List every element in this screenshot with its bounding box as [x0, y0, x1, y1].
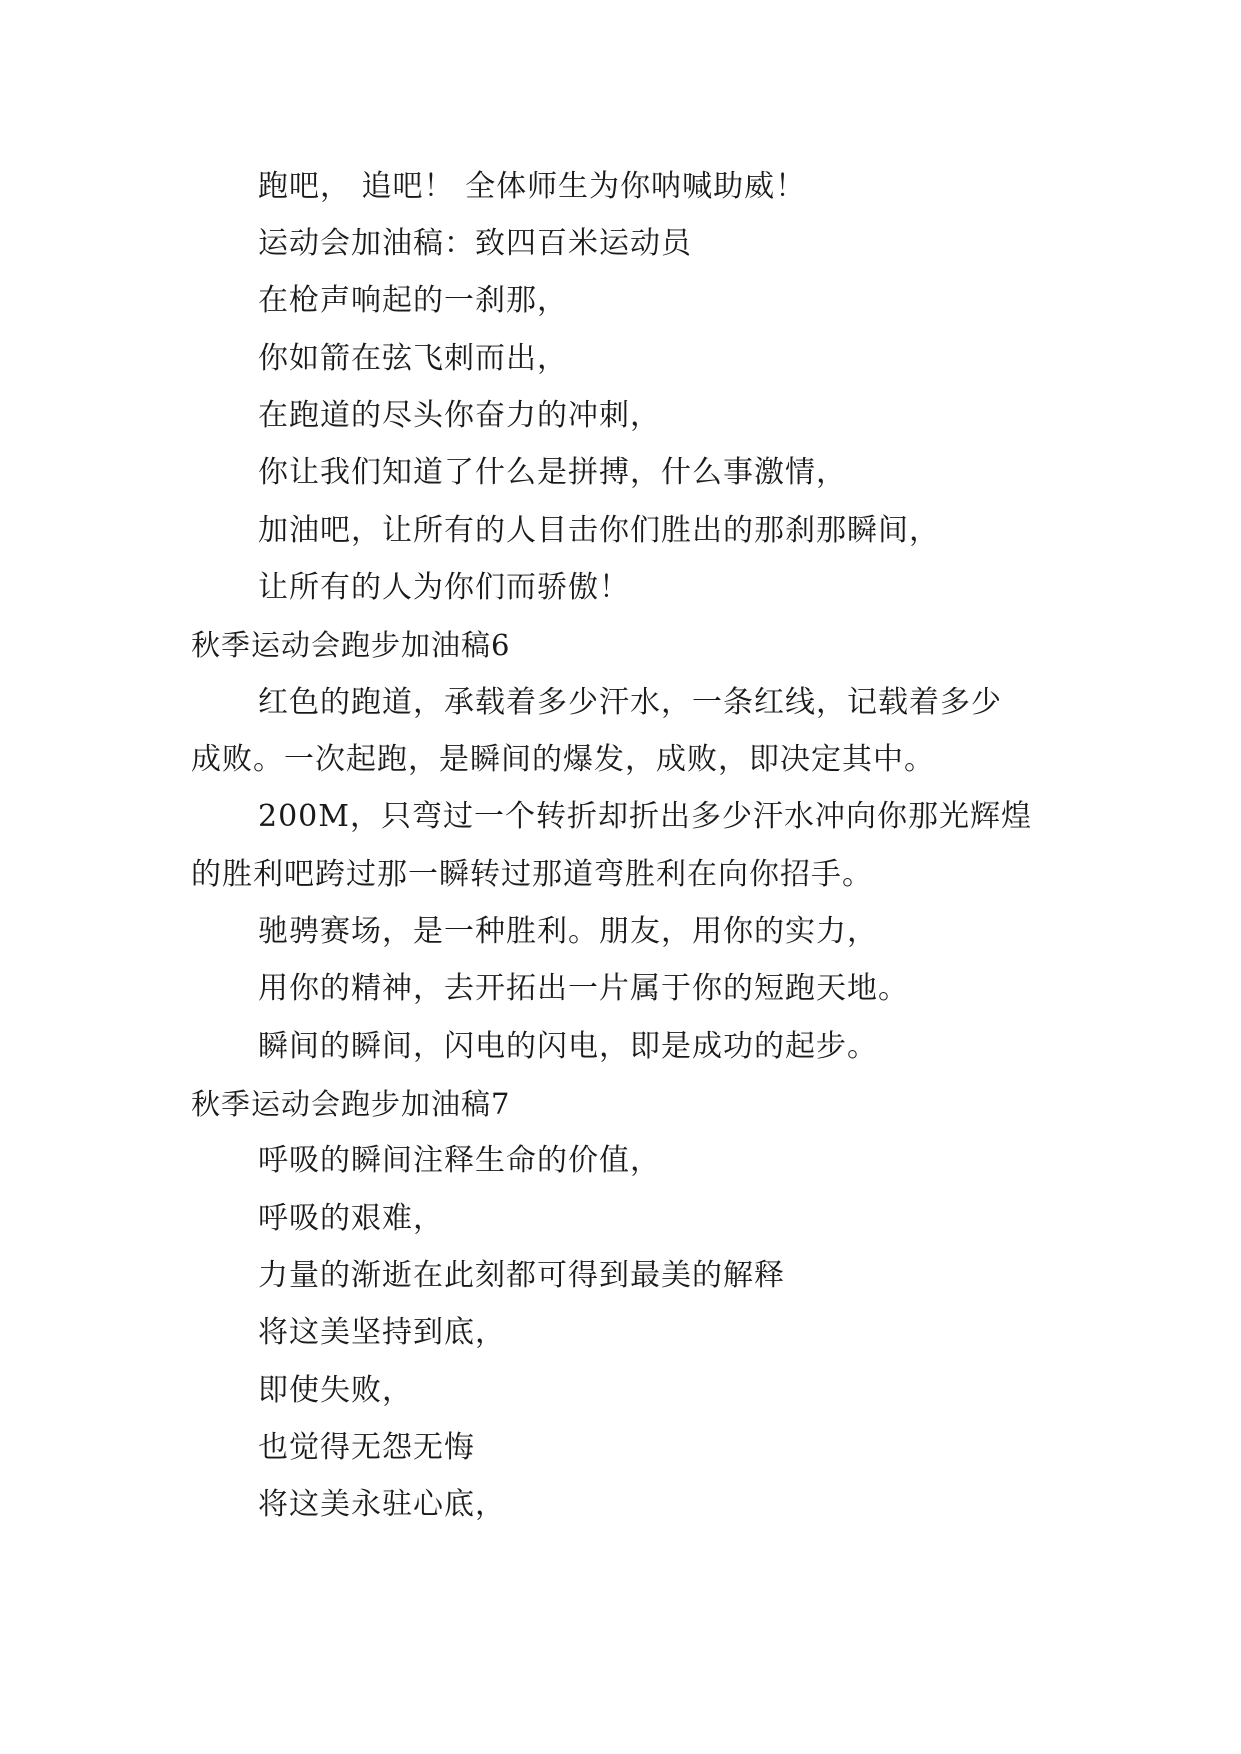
- text-line: 呼吸的艰难，: [258, 1201, 444, 1236]
- section-heading: 秋季运动会跑步加油稿7: [191, 1087, 511, 1121]
- text-line: 将这美坚持到底，: [258, 1315, 506, 1350]
- text-line: 让所有的人为你们而骄傲！: [258, 570, 630, 605]
- text-line: 200M，只弯过一个转折却折出多少汗水冲向你那光辉煌: [258, 799, 1032, 834]
- text-line: 即使失败，: [258, 1373, 413, 1408]
- text-line: 红色的跑道，承载着多少汗水，一条红线，记载着多少: [258, 685, 1002, 720]
- text-line: 将这美永驻心底，: [258, 1487, 506, 1522]
- text-line: 呼吸的瞬间注释生命的价值，: [258, 1143, 661, 1178]
- text-line: 驰骋赛场，是一种胜利。朋友，用你的实力，: [258, 914, 878, 949]
- text-line: 的胜利吧跨过那一瞬转过那道弯胜利在向你招手。: [191, 857, 873, 892]
- text-line: 运动会加油稿：致四百米运动员: [258, 226, 692, 261]
- text-line: 也觉得无怨无悔: [258, 1430, 475, 1465]
- text-line: 瞬间的瞬间，闪电的闪电，即是成功的起步。: [258, 1029, 878, 1064]
- text-line: 跑吧， 追吧！ 全体师生为你呐喊助威！: [258, 169, 807, 204]
- text-line: 在枪声响起的一刹那，: [258, 283, 568, 318]
- section-heading: 秋季运动会跑步加油稿6: [191, 628, 511, 662]
- text-line: 成败。一次起跑，是瞬间的爆发，成败，即决定其中。: [191, 742, 935, 777]
- text-line: 在跑道的尽头你奋力的冲刺，: [258, 398, 661, 433]
- text-line: 你让我们知道了什么是拼搏，什么事激情，: [258, 455, 847, 490]
- text-line: 加油吧，让所有的人目击你们胜出的那刹那瞬间，: [258, 513, 940, 548]
- text-line: 用你的精神，去开拓出一片属于你的短跑天地。: [258, 971, 909, 1006]
- text-line: 你如箭在弦飞刺而出，: [258, 341, 568, 376]
- text-line: 力量的渐逝在此刻都可得到最美的解释: [258, 1258, 785, 1293]
